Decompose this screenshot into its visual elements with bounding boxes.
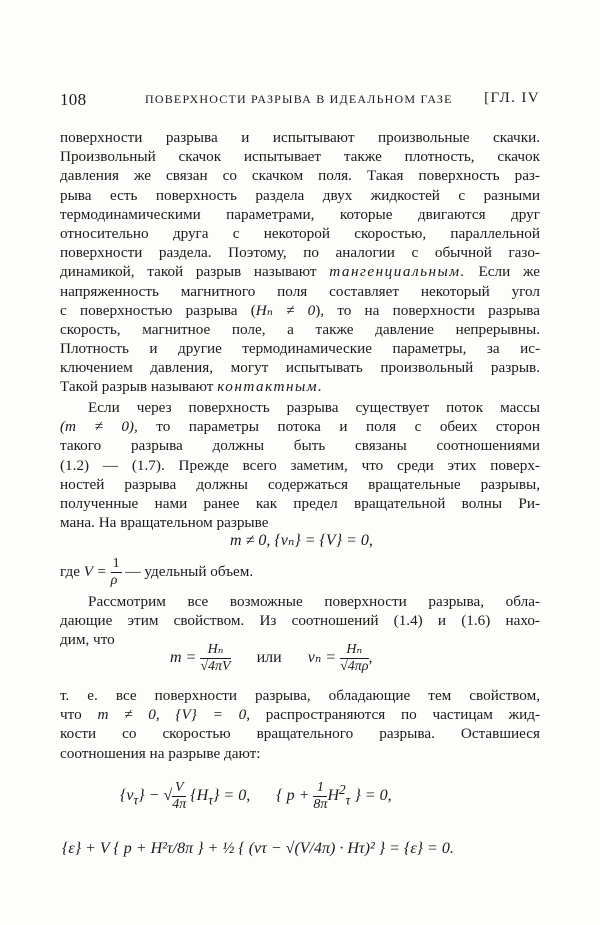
inline-math: m ≠ 0, {V} = 0,	[97, 706, 250, 724]
text-line: мана. На вращательном разрыве	[60, 514, 269, 532]
fraction: $\frac{1}{8\pi}$	[313, 780, 328, 812]
text-line: поверхности раздела. Поэтому, по аналогии с обычной газо-	[60, 244, 540, 262]
inline-math: (m ≠ 0),	[60, 418, 138, 436]
text-line: относительно друга с некоторой скоростью, параллельной	[60, 224, 540, 242]
paragraph-3	[60, 592, 540, 650]
text-line: кости со скоростью вращательного разрыва. Оставшиеся	[60, 725, 540, 743]
text-line: полученные нами ранее как предел вращательной волны Ри-	[60, 494, 540, 512]
fraction: $\frac{V}{4\pi}$	[172, 780, 187, 812]
definition-line	[60, 556, 540, 586]
paragraph-2	[60, 398, 540, 532]
equation-4: {ε} + V { p + H²τ/8π } + ½ { (vτ − √(V/4π) · Hτ)² } = {ε} = 0.	[62, 840, 454, 857]
text-line: ностей разрыва должны содержаться вращательные разрывы,	[60, 475, 540, 493]
text-line: дающие этим свойством. Из соотношений (1.4) и (1.6) нахо-	[60, 612, 540, 630]
text-line: Плотность и другие термодинамические параметры, за ис-	[60, 340, 540, 358]
text-line: (1.2) — (1.7). Прежде всего заметим, что среди этих поверх-	[60, 456, 540, 474]
text-line: Произвольный скачок испытывает также плотность, скачок	[60, 148, 540, 166]
text-line: дим, что	[60, 631, 115, 649]
fraction: $\frac{\text{Hₙ}}{√4\pi V}$	[200, 642, 231, 674]
equation-2: m = $\frac{\text{Hₙ}}{√4\pi V}$ или vₙ = $\frac{\text{Hₙ}}{√4\pi\rho}$ ,	[170, 642, 373, 674]
inline-math: Hₙ ≠ 0	[255, 301, 316, 319]
paragraph-1	[60, 128, 540, 397]
equation-1: m ≠ 0, {vₙ} = {V} = 0,	[230, 532, 373, 549]
text-line: такого разрыва должны быть связаны соотношениями	[60, 437, 540, 455]
text-line: соотношения на разрыве дают:	[60, 744, 261, 762]
page-number: 108	[60, 90, 87, 109]
text-line: Такой разрыв называют контактным.	[60, 378, 324, 396]
paragraph-4	[60, 686, 540, 763]
page-header	[60, 90, 540, 114]
text-line: скорость, магнитное поле, а также давление непрерывны.	[60, 320, 540, 338]
text-line: Рассмотрим все возможные поверхности разрыва, обла-	[88, 593, 540, 610]
text-line: поверхности разрыва и испытывают произвольные скачки.	[60, 129, 540, 146]
text-line: с поверхностью разрыва (Hₙ ≠ 0), то на поверхности разрыва	[60, 301, 540, 319]
text-line: что m ≠ 0, {V} = 0, распространяются по частицам жид-	[60, 706, 541, 724]
text-line: термодинамическими параметрами, которые двигаются друг	[60, 205, 540, 223]
equation-3: $\{v_\tau\}$ − √ $\frac{V}{4\pi}$ $\{H_\tau\} = 0$, { p + $\frac{1}{8\pi}$ $H^2_\tau$ } = 0,	[120, 780, 392, 812]
text-line: давления же связан со скачком поля. Такая поверхность раз-	[60, 167, 540, 185]
fraction: $\frac{1}{\rho}$	[110, 556, 120, 588]
fraction: $\frac{\text{Hₙ}}{√4\pi\rho}$	[340, 642, 369, 674]
term-tangential: тангенциальным.	[329, 263, 466, 281]
text-line: (m ≠ 0), то параметры потока и поля с обеих сторон	[60, 418, 540, 436]
text-line: т. е. все поверхности разрыва, обладающие тем свойством,	[60, 687, 540, 704]
text-line: ключением давления, могут испытывать произвольный разрыв.	[60, 359, 540, 377]
text-line: рыва есть поверхность раздела двух жидкостей с разными	[60, 186, 540, 204]
text-line: где V = $\frac{1}{\rho}$ — удельный объем.	[60, 556, 254, 588]
chapter-label: [ГЛ. IV	[484, 90, 540, 106]
running-title: ПОВЕРХНОСТИ РАЗРЫВА В ИДЕАЛЬНОМ ГАЗЕ	[145, 92, 453, 106]
text-line: напряженность магнитного поля составляет некоторый угол	[60, 282, 540, 300]
text-line: динамикой, такой разрыв называют тангенциальным. Если же	[60, 263, 540, 281]
term-contact: контактным.	[217, 378, 324, 396]
text-line: Если через поверхность разрыва существует поток массы	[88, 399, 540, 416]
